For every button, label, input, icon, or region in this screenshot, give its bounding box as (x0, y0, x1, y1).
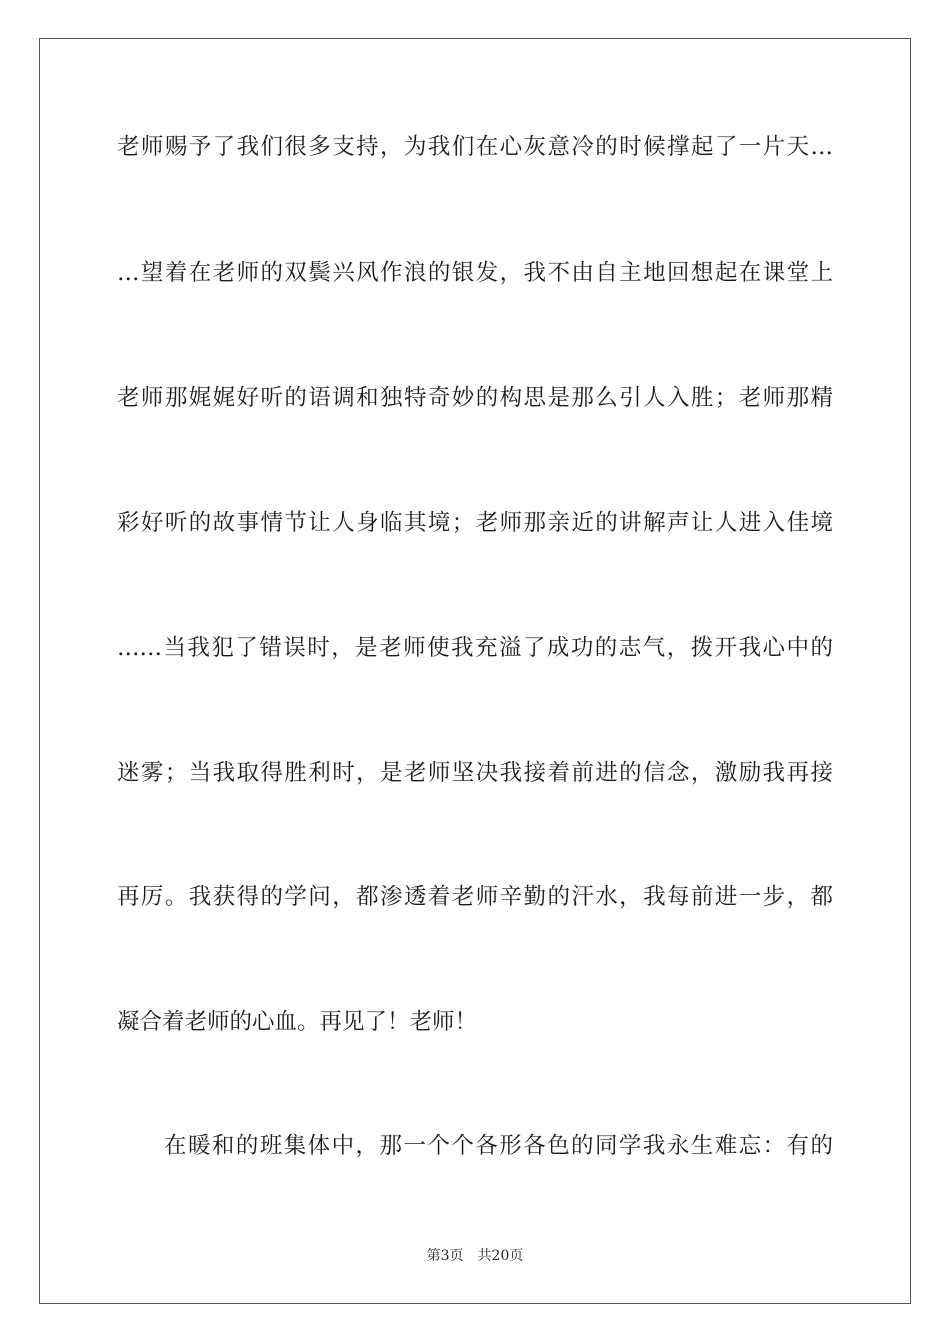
page-footer (0, 1246, 950, 1266)
paragraph-line: ……当我犯了错误时，是老师使我充溢了成功的志气，拨开我心中的 (117, 635, 833, 661)
paragraph-line: …望着在老师的双鬓兴风作浪的银发，我不由自主地回想起在课堂上 (117, 260, 833, 286)
page-number: 第3页 (426, 1248, 464, 1264)
page-total: 共20页 (477, 1248, 524, 1264)
paragraph-line-indented: 在暖和的班集体中，那一个个各形各色的同学我永生难忘：有的 (164, 1133, 833, 1159)
paragraph-line-last: 凝合着老师的心血。再见了！老师！ (117, 1009, 478, 1035)
paragraph-line: 再厉。我获得的学问，都渗透着老师辛勤的汗水，我每前进一步，都 (117, 884, 833, 910)
paragraph-line: 老师那娓娓好听的语调和独特奇妙的构思是那么引人入胜；老师那精 (117, 385, 833, 411)
paragraph-line: 彩好听的故事情节让人身临其境；老师那亲近的讲解声让人进入佳境 (117, 510, 833, 536)
paragraph-line: 迷雾；当我取得胜利时，是老师坚决我接着前进的信念，激励我再接 (117, 760, 833, 786)
page-frame (39, 38, 911, 1304)
paragraph-line: 老师赐予了我们很多支持，为我们在心灰意冷的时候撑起了一片天… (117, 134, 833, 160)
